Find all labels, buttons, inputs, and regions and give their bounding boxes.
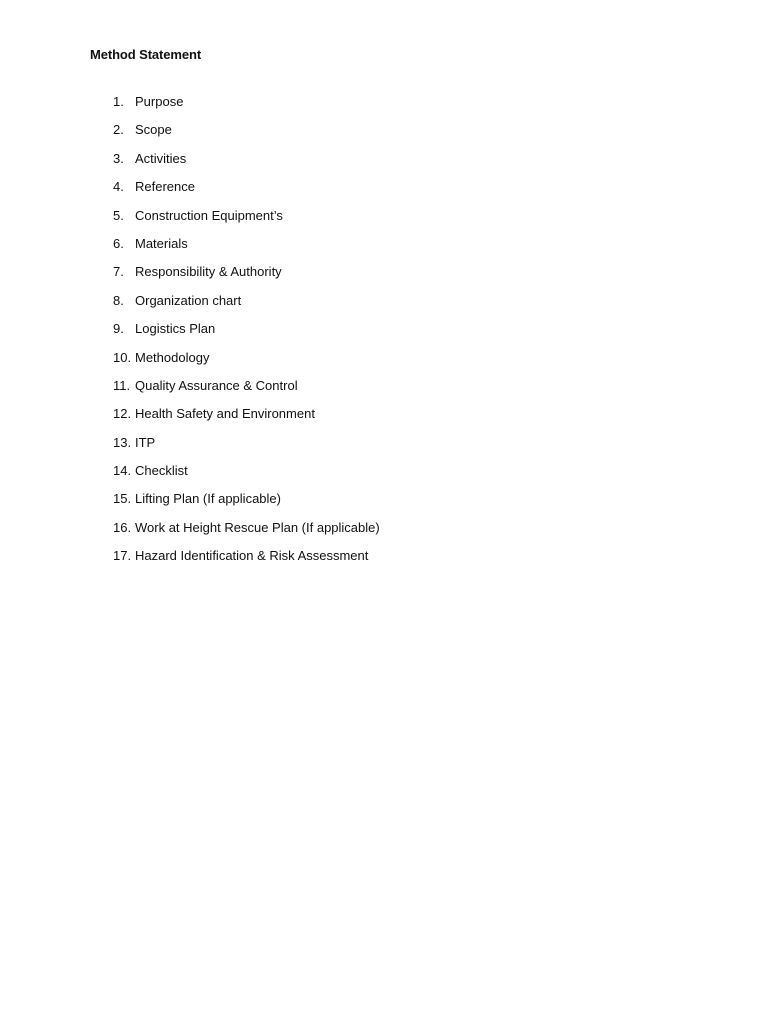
item-text: ITP	[135, 434, 156, 450]
item-number: 3.	[113, 150, 124, 166]
item-number: 12.	[113, 406, 132, 422]
item-text: Organization chart	[135, 292, 242, 308]
item-text: Scope	[135, 122, 172, 138]
item-number: 11.	[113, 377, 131, 393]
item-text: Purpose	[135, 94, 184, 109]
item-text: Construction Equipment’s	[135, 207, 283, 223]
item-number: 7.	[113, 264, 124, 280]
item-text: Activities	[135, 150, 187, 166]
item-number: 2.	[113, 122, 124, 138]
item-number: 4.	[113, 179, 124, 195]
item-number: 16.	[113, 519, 132, 535]
item-number: 17.	[113, 548, 132, 564]
item-number: 15.	[113, 491, 132, 507]
item-text: Responsibility & Authority	[135, 264, 282, 280]
item-text: Lifting Plan (If applicable)	[135, 491, 281, 507]
item-text: Work at Height Rescue Plan (If applicable)	[135, 519, 380, 535]
item-text: Health Safety and Environment	[135, 406, 315, 422]
item-number: 13.	[113, 434, 132, 450]
item-text: Methodology	[135, 349, 210, 365]
item-text: Reference	[135, 179, 195, 195]
item-text: Materials	[135, 235, 188, 251]
item-number: 10.	[113, 349, 132, 365]
document-title: Method Statement	[90, 47, 202, 62]
item-number: 8.	[113, 292, 124, 308]
item-text: Logistics Plan	[135, 321, 216, 337]
item-number: 9.	[113, 321, 124, 337]
item-number: 1.	[113, 94, 124, 109]
item-text: Quality Assurance & Control	[135, 377, 298, 393]
item-number: 5.	[113, 207, 124, 223]
item-text: Hazard Identification & Risk Assessment	[135, 548, 369, 564]
item-number: 6.	[113, 235, 124, 251]
item-text: Checklist	[135, 463, 188, 479]
item-number: 14.	[113, 463, 132, 479]
